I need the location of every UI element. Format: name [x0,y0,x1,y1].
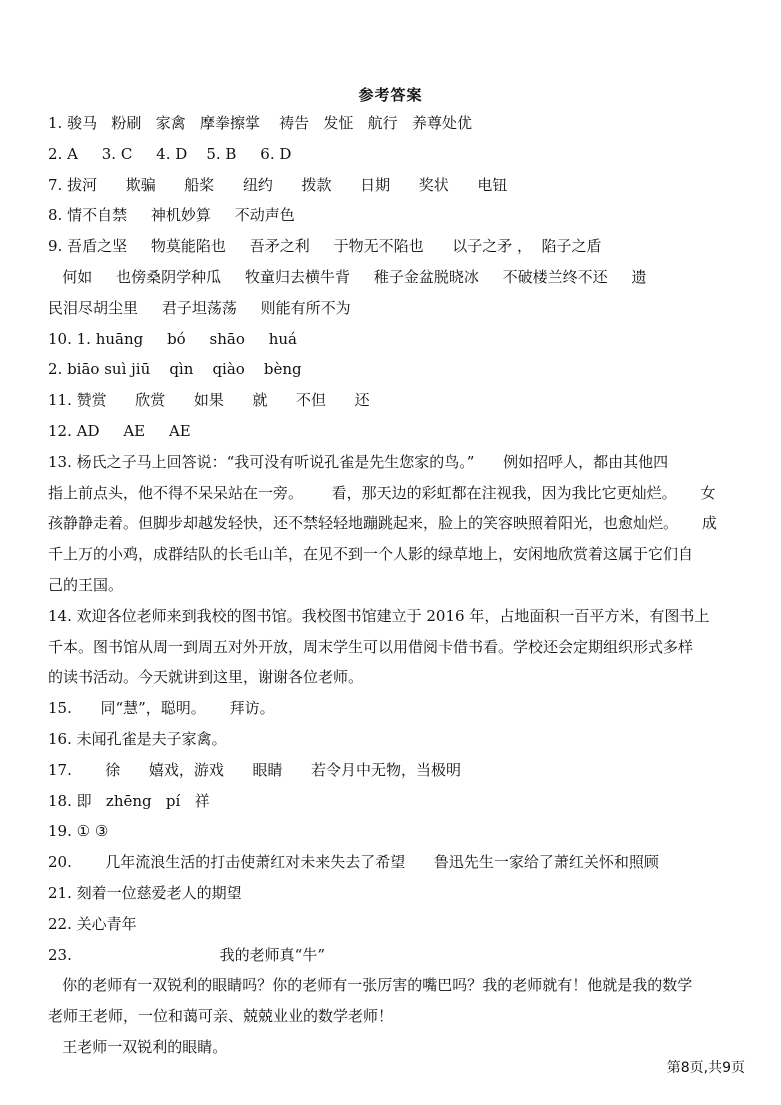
answer-line-18: 18. 即 zhēng pí 祥 [48,791,210,810]
answer-content [48,108,738,1063]
answer-line-13-cont-1: 指上前点头，他不得不呆呆站在一旁。 看，那天边的彩虹都在注视我，因为我比它更灿烂。 女 [48,483,716,502]
answer-line-13: 13. 杨氏之子马上回答说：“我可没有听说孔雀是先生您家的鸟。” 例如招呼人，都由其他四 [48,452,669,471]
answer-line-1: 1. 骏马 粉刷 家禽 摩拳擦掌 祷告 发怔 航行 养尊处优 [48,114,472,132]
answer-line-9-cont-2: 民泪尽胡尘里 君子坦荡荡 则能有所不为 [48,298,351,317]
answer-line-10-2: 2. biāo suì jiū qìn qiào bèng [48,360,302,379]
answer-line-14-cont-2: 的读书活动。今天就讲到这里，谢谢各位老师。 [48,668,364,687]
answer-line-13-cont-4: 己的王国。 [48,575,124,594]
answer-line-9: 9. 吾盾之坚 物莫能陷也 吾矛之利 于物无不陷也 以子之矛 ， 陷子之盾 [48,237,602,256]
answer-line-7: 7. 拔河 欺骗 船桨 纽约 拨款 日期 奖状 电钮 [48,175,508,194]
answer-line-9-cont-1: 何如 也傍桑阴学种瓜 牧童归去横牛背 稚子金盆脱晓冰 不破楼兰终不还 遗 [48,267,647,286]
answer-line-13-cont-3: 千上万的小鸡，成群结队的长毛山羊，在见不到一个人影的绿草地上，安闲地欣赏着这属于它们自 [48,545,694,564]
essay-paragraph-2: 王老师一双锐利的眼睛。 [48,1037,228,1056]
answer-line-16: 16. 未闻孔雀是夫子家禽。 [48,729,227,748]
answer-line-22: 22. 关心青年 [48,914,137,933]
answer-line-10: 10. 1. huāng bó shāo huá [48,329,297,348]
answer-line-23: 23. 我的老师真“牛” [48,945,326,964]
answer-line-12: 12. AD AE AE [48,421,191,440]
answer-line-14-cont-1: 千本。图书馆从周一到周五对外开放，周末学生可以用借阅卡借书看。学校还会定期组织形式多样 [48,637,694,656]
answer-line-2: 2. A 3. C 4. D 5. B 6. D [48,144,292,163]
answer-line-13-cont-2: 孩静静走着。但脚步却越发轻快，还不禁轻轻地蹦跳起来，脸上的笑容映照着阳光，也愈灿烂。 成 [48,514,717,533]
page-title: 参考答案 [358,86,423,104]
essay-paragraph-1-cont: 老师王老师，一位和蔼可亲、兢兢业业的数学老师！ [48,1007,394,1026]
answer-line-15: 15. 同“慧”，聪明。 拜访。 [48,699,275,718]
answer-line-19: 19. ① ③ [48,822,109,841]
answer-line-21: 21. 刻着一位慈爱老人的期望 [48,883,242,902]
answer-line-14: 14. 欢迎各位老师来到我校的图书馆。我校图书馆建立于 2016 年，占地面积一百平方米，有图书上 [48,606,710,625]
answer-line-11: 11. 赞赏 欣赏 如果 就 不但 还 [48,391,370,410]
answer-line-17: 17. 徐 嬉戏，游戏 眼睛 若令月中无物，当极明 [48,760,462,779]
answer-line-20: 20. 几年流浪生活的打击使萧红对未来失去了希望 鲁迅先生一家给了萧红关怀和照顾 [48,853,659,872]
essay-paragraph-1: 你的老师有一双锐利的眼睛吗？你的老师有一张厉害的嘴巴吗？我的老师就有！他就是我的数学 [48,976,693,995]
page-number: 第8页,共9页 [666,1060,745,1076]
answer-line-8: 8. 情不自禁 神机妙算 不动声色 [48,206,295,225]
